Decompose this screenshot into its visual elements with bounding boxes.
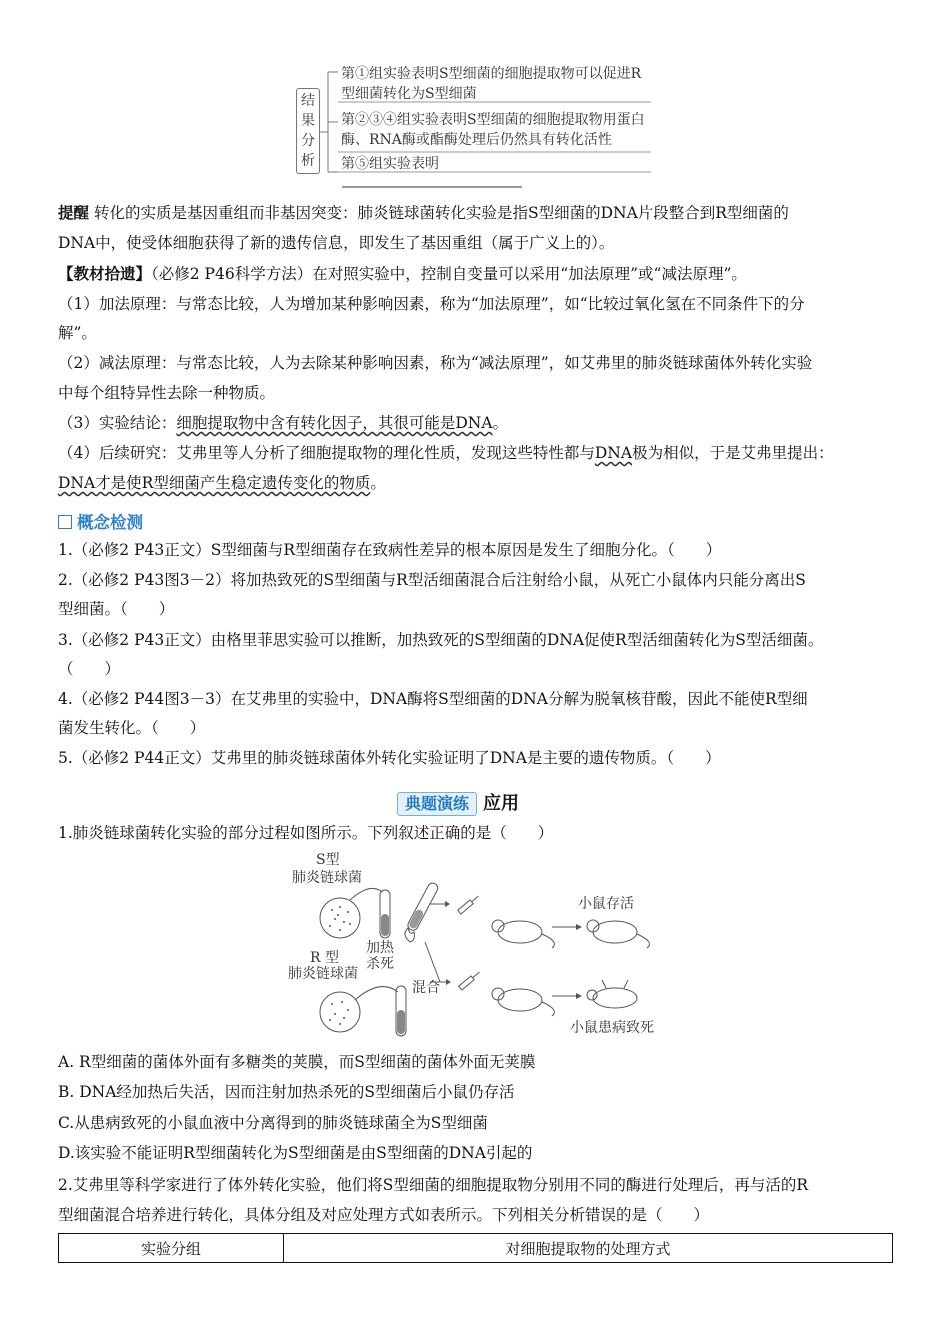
- table-header-method: 对细胞提取物的处理方式: [284, 1234, 893, 1263]
- textbook-p4-pre: （4）后续研究：艾弗里等人分析了细胞提取物的理化性质，发现这些特性都与: [58, 444, 595, 462]
- practice-tag: 典题演练: [397, 792, 477, 816]
- textbook-p4-emphasis-1: DNA: [594, 444, 633, 462]
- textbook-p3-emphasis: 细胞提取物中含有转化因子，其很可能是DNA: [176, 414, 493, 432]
- q1-stem: 1.肺炎链球菌转化实验的部分过程如图所示。下列叙述正确的是（ ）: [58, 824, 554, 842]
- analysis-label-char: 分: [301, 133, 315, 149]
- textbook-p4-post: 极为相似，于是艾弗里提出：: [632, 444, 834, 462]
- textbook-p4-line1: [58, 443, 834, 463]
- fig-s-type-label: S型: [316, 852, 340, 868]
- textbook-p2-line2: 中每个组特异性去除一种物质。: [58, 384, 276, 402]
- textbook-p3-pre: （3）实验结论：: [58, 414, 177, 432]
- q2-table: [58, 1233, 893, 1263]
- textbook-p2-line1: （2）减法原理：与常态比较，人为去除某种影响因素，称为“减法原理”，如艾弗里的肺炎链球菌体外转化实验: [58, 354, 813, 372]
- fig-heat-label-2: 杀死: [366, 956, 394, 972]
- textbook-p3: [58, 413, 508, 433]
- fig-mix-label: 混合: [412, 980, 440, 996]
- textbook-p1-line2: 解”。: [58, 324, 97, 342]
- textbook-label: 【教材拾遗】: [58, 264, 152, 283]
- textbook-p4-emphasis-2: DNA才是使R型细菌产生稳定遗传变化的物质: [58, 474, 371, 492]
- tip-text-1: 转化的实质是基因重组而非基因突变：肺炎链球菌转化实验是指S型细菌的DNA片段整合到R型细菌的: [93, 204, 789, 222]
- tip-label: 提醒: [58, 203, 90, 222]
- analysis-item-1b: 型细菌转化为S型细菌: [341, 86, 477, 102]
- table-header-row: [59, 1234, 893, 1263]
- analysis-item-2b: 酶、RNA酶或酯酶处理后仍然具有转化活性: [341, 132, 612, 148]
- table-header-group: 实验分组: [59, 1234, 284, 1263]
- q1-option-b: B. DNA经加热后失活，因而注射加热杀死的S型细菌后小鼠仍存活: [58, 1083, 515, 1101]
- textbook-p1-line1: （1）加法原理：与常态比较，人为增加某种影响因素，称为“加法原理”，如“比较过氧化氢在不同条件下的分: [58, 295, 805, 313]
- textbook-intro-text: （必修2 P46科学方法）在对照实验中，控制自变量可以采用“加法原理”或“减法原理”。: [151, 265, 747, 283]
- fig-dead-label: 小鼠患病致死: [570, 1020, 654, 1036]
- fig-r-name-label: 肺炎链球菌: [288, 966, 358, 982]
- concept-item: 3.（必修2 P43正文）由格里菲思实验可以推断，加热致死的S型细菌的DNA促使R型活细菌转化为S型活细菌。: [58, 631, 824, 649]
- fig-heat-label-1: 加热: [366, 940, 394, 956]
- q2-line-1: 2.艾弗里等科学家进行了体外转化实验，他们将S型细菌的细胞提取物分别用不同的酶进行处理后，再与活的R: [58, 1176, 809, 1194]
- checkbox-icon: [58, 515, 72, 529]
- textbook-p3-post: 。: [492, 414, 509, 432]
- q1-option-d: D.该实验不能证明R型细菌转化为S型细菌是由S型细菌的DNA引起的: [58, 1144, 533, 1162]
- tip-line-2: DNA中，使受体细胞获得了新的遗传信息，即发生了基因重组（属于广义上的）。: [58, 234, 615, 252]
- analysis-label-char: 果: [301, 113, 315, 129]
- concept-item: 2.（必修2 P43图3－2）将加热致死的S型细菌与R型活细菌混合后注射给小鼠，从死亡小鼠体内只能分离出S: [58, 571, 806, 589]
- analysis-item-3: 第⑤组实验表明: [341, 156, 439, 172]
- practice-banner: [397, 789, 519, 815]
- q2-line-2: 型细菌混合培养进行转化，具体分组及对应处理方式如表所示。下列相关分析错误的是（ ）: [58, 1206, 710, 1224]
- fig-r-type-label: R 型: [310, 950, 339, 966]
- analysis-label-char: 结: [301, 93, 315, 109]
- practice-suffix: 应用: [483, 793, 520, 814]
- concept-item: 4.（必修2 P44图3－3）在艾弗里的实验中，DNA酶将S型细菌的DNA分解为脱氧核苷酸，因此不能使R型细: [58, 690, 808, 708]
- concept-heading-text: 概念检测: [77, 513, 143, 532]
- q1-option-a: A. R型细菌的菌体外面有多糖类的荚膜，而S型细菌的菌体外面无荚膜: [58, 1053, 536, 1071]
- q1-option-c: C.从患病致死的小鼠血液中分离得到的肺炎链球菌全为S型细菌: [58, 1114, 488, 1132]
- experiment-figure: [280, 852, 670, 1042]
- concept-item: 菌发生转化。（ ）: [58, 719, 206, 737]
- concept-heading: [58, 509, 143, 533]
- concept-item: （ ）: [58, 660, 121, 678]
- textbook-intro: [58, 264, 747, 284]
- concept-item: 型细菌。（ ）: [58, 600, 175, 618]
- analysis-item-1a: 第①组实验表明S型细菌的细胞提取物可以促进R: [341, 66, 642, 82]
- analysis-label-char: 析: [301, 153, 315, 169]
- concept-item: 1.（必修2 P43正文）S型细菌与R型细菌存在致病性差异的根本原因是发生了细胞分化。（ ）: [58, 541, 722, 559]
- tip-line-1: [58, 203, 789, 223]
- analysis-item-2a: 第②③④组实验表明S型细菌的细胞提取物用蛋白: [341, 112, 645, 128]
- textbook-p4-end: 。: [370, 474, 386, 492]
- fig-s-name-label: 肺炎链球菌: [292, 870, 362, 886]
- textbook-p4-line2: [58, 473, 386, 493]
- fig-alive-label: 小鼠存活: [578, 896, 634, 912]
- concept-item: 5.（必修2 P44正文）艾弗里的肺炎链球菌体外转化实验证明了DNA是主要的遗传物质。（ ）: [58, 749, 721, 767]
